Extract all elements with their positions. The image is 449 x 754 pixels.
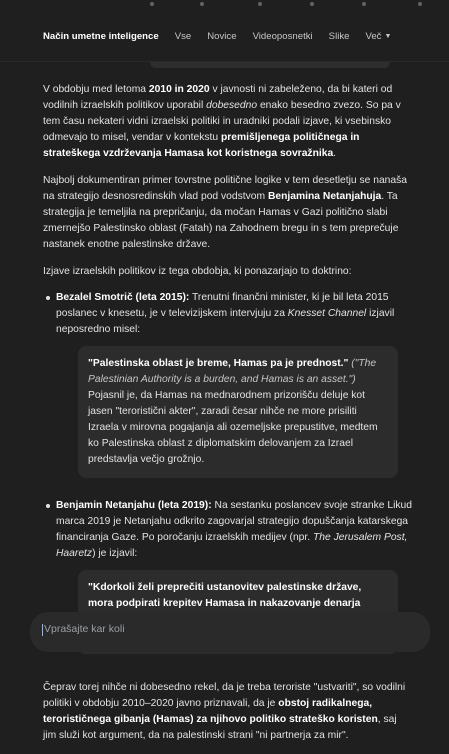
tab-videos[interactable]: Videoposnetki [252,31,313,43]
text-cursor [42,624,43,636]
answer-paragraph: Čeprav torej nihče ni dobesedno rekel, da je treba teroriste "ustvariti", so vodilni politiki v obdobju 2010–2020 javno priznavali, da je obstoj radikalnega, terorističnega gibanja (Hamas) za njihovo politiko strateško koristen, saj jim služi kot argument, da na palestinski strani "ni partnerja za mir". [43,681,406,741]
indicator-dot [258,2,262,6]
quote-block: "Palestinska oblast je breme, Hamas pa je prednost." ("The Palestinian Authority is a burden, and Hamas is an asset.") Pojasnil je, da Hamas na mednarodnem prizorišču deluje kot jasen "teroristični akter", zaradi česar nihče ne more prisiliti Izraela v mirovna pogajanja ali ozemeljske prepustitve, medtem ko Palestinska oblast z diplomatskim delovanjem za Izrael predstavlja večjo grožnjo. [78,346,398,478]
tab-images[interactable]: Slike [328,31,350,43]
caret-down-icon: ▼ [384,33,392,41]
ai-answer [43,82,412,754]
indicator-dot [310,2,314,6]
indicator-dot [150,2,154,6]
tab-all[interactable]: Vse [174,31,192,43]
list-item: Benjamin Netanjahu (leta 2019): Na sestanku poslancev svoje stranke Likud marca 2019 je Netanjahu odkrito zagovarjal strategijo dopuščanja katarskega financiranja Gaze. Po poročanju izraelskih medijev (npr. The Jerusalem Post, Haaretz) je izjavil: "Kdorkoli želi preprečiti ustanovitev palestinske države, mora podpirati krepitev Hamasa in nakazovanje denarja [43,498,412,654]
tab-news[interactable]: Novice [207,31,237,43]
search-mode-tabs [0,14,449,62]
quote-block: "Kdorkoli želi preprečiti ustanovitev palestinske države, mora podpirati krepitev Hamasa in nakazovanje denarja [78,570,398,654]
prompt-input[interactable] [44,623,416,635]
answer-paragraph: Izjave izraelskih politikov iz tega obdobja, ki ponazarjajo to doktrino: [43,265,352,277]
statements-list [43,290,412,653]
previous-message-bubble [150,62,390,68]
answer-paragraph: Najbolj dokumentiran primer tovrstne politične logike v tem desetletju se nanaša na strategijo desnosredinskih vlad pod vodstvom Benjamina Netanjahuja. Ta strategija je temeljila na prepričanju, da močan Hamas v Gazi politično slabi zmernejšo Palestinsko oblast (Fatah) na Zahodnem bregu in s tem preprečuje nastanek enotne palestinske države. [43,174,408,250]
prompt-composer [30,612,430,652]
tab-more-label: Več [365,31,382,43]
tab-more[interactable] [365,30,391,45]
tab-ai-mode[interactable]: Način umetne inteligence [43,31,159,43]
spacer [43,664,412,680]
top-strip [0,0,449,14]
list-item: Bezalel Smotrič (leta 2015): Trenutni finančni minister, ki je bil leta 2015 poslanec v knesetu, je v televizijskem intervjuju za Knesset Channel izjavil neposredno misel: "Palestinska oblast je breme, Hamas pa je prednost." ("The Palestinian Authority is a burden, and Hamas is an asset.") Pojasnil je, da Hamas na mednarodnem prizorišču deluje kot jasen "teroristični akter", zaradi česar nihče ne more prisiliti Izraela v mirovna pogajanja ali ozemeljske prepustitve, medtem ko Palestinska oblast z diplomatskim delovanjem za Izrael predstavlja večjo grožnjo. [43,290,412,478]
indicator-dot [362,2,366,6]
answer-paragraph: V obdobju med letoma 2010 in 2020 v javnosti ni zabeleženo, da bi kateri od vodilnih izraelskih politikov uporabil dobesedno enako besedno zvezo. So pa v tem času nekateri vidni izraelski politiki in uradniki podali izjave, ki vsebinsko odmevajo to misel, vendar v kontekstu premišljenega političnega in strateškega vzdrževanja Hamasa kot koristnega sovražnika. [43,84,401,159]
indicator-dot [200,2,204,6]
indicator-dot [418,2,422,6]
